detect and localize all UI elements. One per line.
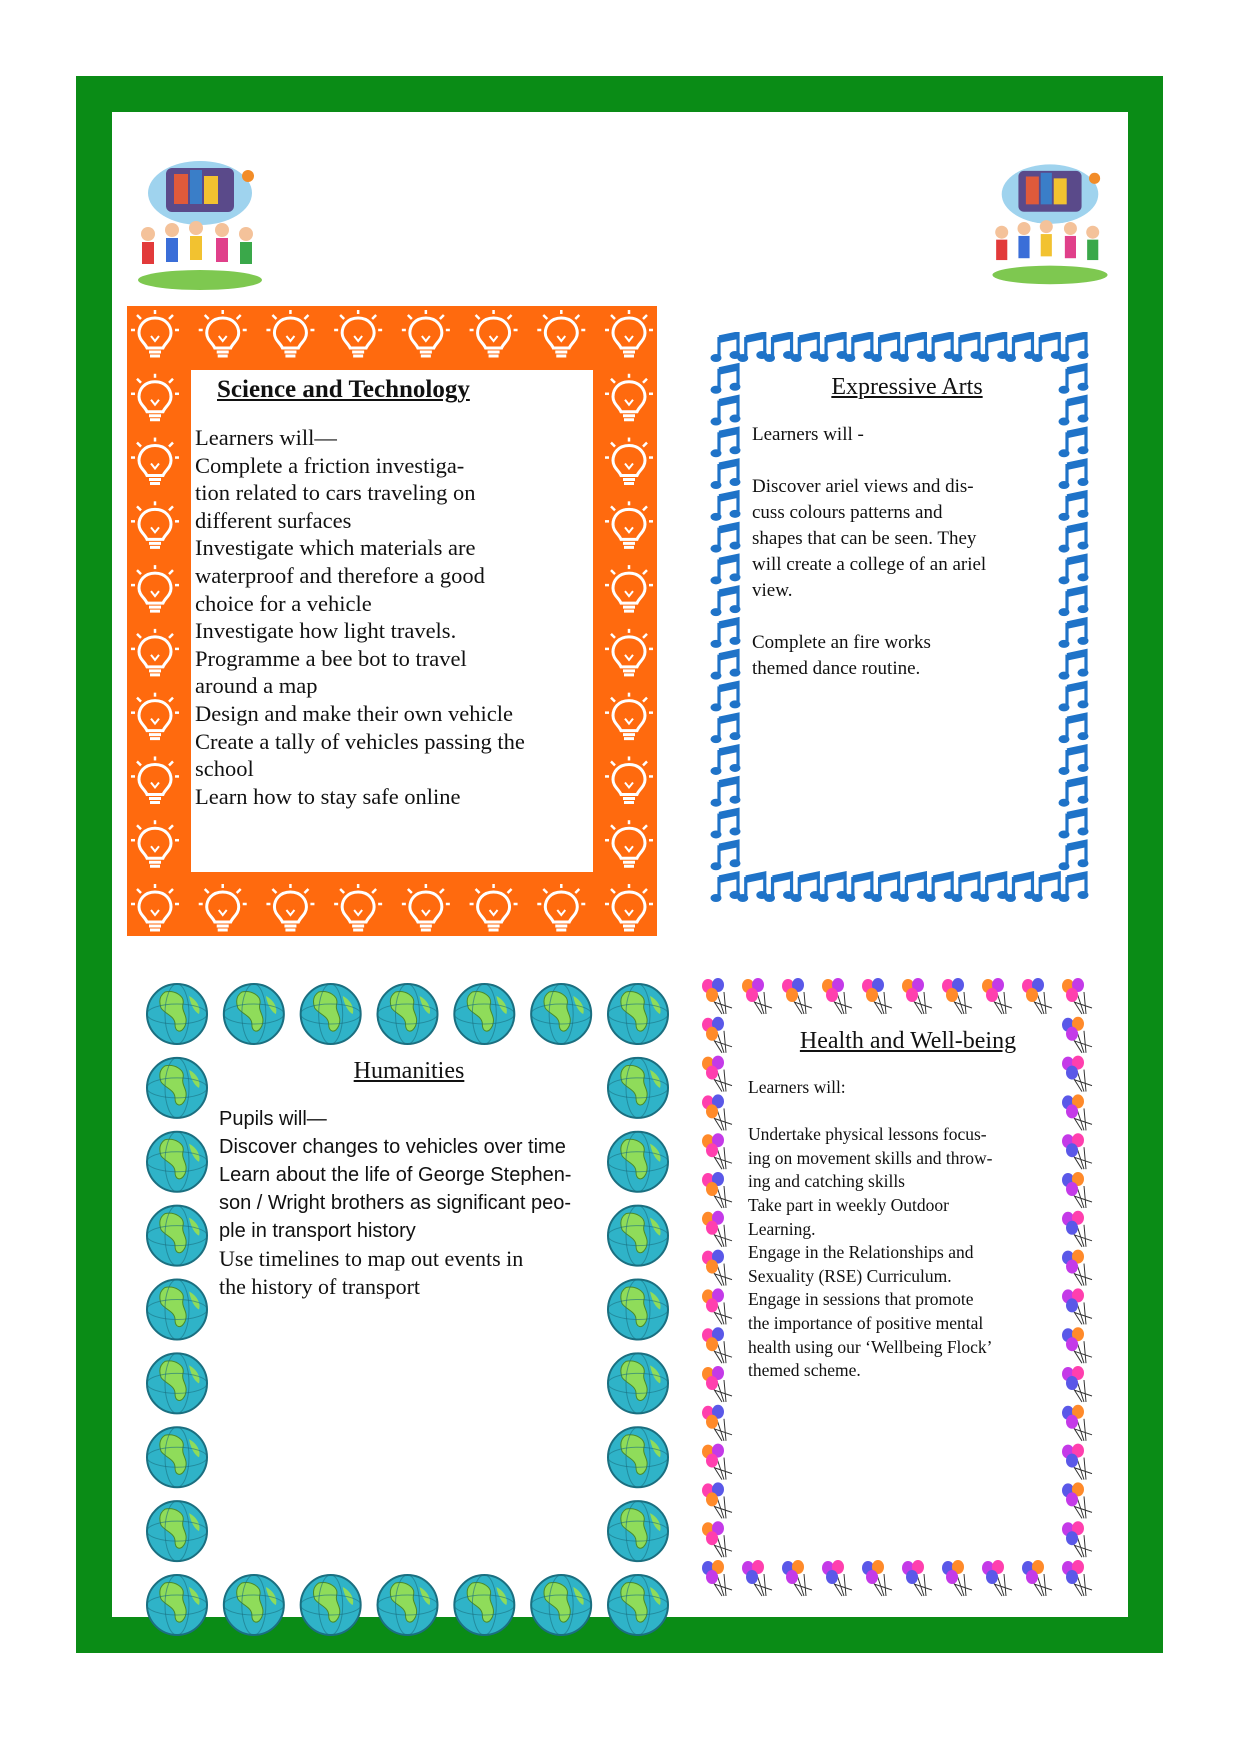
balloons-icon xyxy=(702,1327,732,1363)
science.lines-line: Learners will— xyxy=(195,425,337,450)
health.lines-line: health using our ‘Wellbeing Flock’ xyxy=(748,1336,993,1357)
globe-icon xyxy=(608,1501,668,1561)
arts-paragraph-2 xyxy=(752,630,1062,682)
globe-icon xyxy=(147,1501,207,1561)
humanities.lines_sans-line: Learn about the life of George Stephen- xyxy=(219,1164,572,1186)
globe-icon xyxy=(454,984,514,1044)
globe-icon xyxy=(301,1575,361,1635)
humanities-title: Humanities xyxy=(353,1058,465,1084)
balloons-icon xyxy=(1062,978,1092,1014)
music-note-icon xyxy=(1059,809,1089,838)
humanities.lines_sans-line: Discover changes to vehicles over time xyxy=(219,1136,566,1158)
balloons-icon xyxy=(702,1017,732,1053)
health.lines-line: Sexuality (RSE) Curriculum. xyxy=(748,1265,952,1286)
globe-icon xyxy=(454,1575,514,1635)
humanities-text xyxy=(219,1105,599,1245)
music-note-icon xyxy=(791,333,821,362)
balloons-icon xyxy=(702,1482,732,1518)
globe-icon xyxy=(608,1058,668,1118)
music-note-icon xyxy=(1059,428,1089,457)
music-note-icon xyxy=(1059,619,1089,648)
science.lines-line: school xyxy=(195,756,254,782)
music-note-icon xyxy=(711,809,741,838)
globe-icon xyxy=(147,1132,207,1192)
science.lines-line: waterproof and therefore a good xyxy=(195,562,485,588)
science.lines-line: Investigate which materials are xyxy=(195,535,476,561)
music-note-icon xyxy=(711,492,741,521)
health-title: Health and Well-being xyxy=(799,1028,1017,1054)
humanities.lines_serif-line: the history of transport xyxy=(219,1274,421,1299)
balloons-icon xyxy=(702,978,732,1014)
science.lines-line: tion related to cars traveling on xyxy=(195,480,476,506)
music-note-icon xyxy=(898,333,928,362)
arts.para1-line: will create a college of an ariel xyxy=(752,554,987,575)
music-note-icon xyxy=(1059,651,1089,680)
humanities-text-2 xyxy=(219,1245,599,1301)
balloons-icon xyxy=(702,1133,732,1169)
balloons-icon xyxy=(742,1560,772,1596)
balloons-icon xyxy=(902,978,932,1014)
balloons-icon xyxy=(702,1094,732,1130)
music-note-icon xyxy=(764,873,794,902)
music-note-icon xyxy=(1059,397,1089,426)
music-note-icon xyxy=(871,333,901,362)
balloons-icon xyxy=(702,1366,732,1402)
health.lines-line: ing on movement skills and throw- xyxy=(748,1147,993,1168)
balloons-icon xyxy=(1062,1444,1092,1480)
health.lines-line: themed scheme. xyxy=(748,1360,861,1381)
music-note-icon xyxy=(1059,746,1089,775)
science-title: Science and Technology xyxy=(217,376,470,403)
music-note-icon xyxy=(711,555,741,584)
music-note-icon xyxy=(818,333,848,362)
music-note-icon xyxy=(844,873,874,902)
music-note-icon xyxy=(1059,365,1089,394)
music-note-icon xyxy=(711,873,741,902)
expressive-arts-panel xyxy=(710,332,1090,904)
music-note-icon xyxy=(871,873,901,902)
science-technology-panel xyxy=(127,306,657,936)
globe-icon xyxy=(224,1575,284,1635)
music-note-icon xyxy=(737,873,767,902)
arts.para2-line: Complete an fire works xyxy=(752,632,931,653)
arts-paragraph-1 xyxy=(752,474,1062,604)
globe-icon xyxy=(378,984,438,1044)
globe-icon xyxy=(301,984,361,1044)
science.lines-line: Complete a friction investiga- xyxy=(195,452,465,478)
balloons-icon xyxy=(822,1560,852,1596)
music-note-icon xyxy=(978,333,1008,362)
globe-icon xyxy=(531,984,591,1044)
science.lines-line: around a map xyxy=(195,673,318,699)
music-note-icon xyxy=(1059,333,1089,362)
music-note-icon xyxy=(844,333,874,362)
music-note-icon xyxy=(711,619,741,648)
health.lines-line: ing and catching skills xyxy=(748,1171,905,1192)
health.lines-line: Learning. xyxy=(748,1218,816,1239)
summer-school-logo-icon xyxy=(130,148,270,298)
globe-icon xyxy=(147,984,207,1044)
balloons-icon xyxy=(1022,1560,1052,1596)
health.lines-line: Undertake physical lessons focus- xyxy=(748,1124,987,1145)
health.lines-line: Engage in sessions that promote xyxy=(748,1289,974,1310)
globe-icon xyxy=(608,1206,668,1266)
music-note-icon xyxy=(951,873,981,902)
summer-school-logo-icon xyxy=(985,152,1115,292)
music-note-icon xyxy=(1059,492,1089,521)
music-note-icon xyxy=(1032,873,1062,902)
music-note-icon xyxy=(711,365,741,394)
balloons-icon xyxy=(1022,978,1052,1014)
globe-icon xyxy=(147,1280,207,1340)
balloons-icon xyxy=(702,1560,732,1596)
balloons-icon xyxy=(702,1405,732,1441)
science.lines-line: different surfaces xyxy=(195,507,352,533)
science-text xyxy=(195,424,595,810)
music-note-icon xyxy=(1005,333,1035,362)
arts-intro: Learners will - xyxy=(752,424,864,445)
balloons-icon xyxy=(702,1172,732,1208)
balloons-icon xyxy=(702,1444,732,1480)
music-note-icon xyxy=(1059,524,1089,553)
balloons-icon xyxy=(782,978,812,1014)
health-intro: Learners will: xyxy=(748,1076,846,1097)
globe-icon xyxy=(608,1427,668,1487)
music-note-icon xyxy=(1059,841,1089,870)
music-note-icon xyxy=(1059,460,1089,489)
health-wellbeing-panel xyxy=(700,978,1100,1600)
music-note-icon xyxy=(1032,333,1062,362)
arts.para1-line: shapes that can be seen. They xyxy=(752,528,977,549)
music-note-icon xyxy=(1059,714,1089,743)
music-note-icon xyxy=(711,841,741,870)
humanities-panel xyxy=(145,982,670,1637)
music-note-icon xyxy=(711,460,741,489)
music-note-icon xyxy=(818,873,848,902)
music-note-icon xyxy=(1059,587,1089,616)
music-note-icon xyxy=(925,333,955,362)
arts.para1-line: Discover ariel views and dis- xyxy=(752,476,974,497)
globe-icon xyxy=(531,1575,591,1635)
music-note-icon xyxy=(898,873,928,902)
balloons-icon xyxy=(822,978,852,1014)
humanities.lines_serif-line: Use timelines to map out events in xyxy=(219,1246,524,1271)
balloons-icon xyxy=(1062,1405,1092,1441)
music-note-icon xyxy=(711,587,741,616)
music-note-icon xyxy=(1059,873,1089,902)
balloons-icon xyxy=(942,978,972,1014)
balloons-icon xyxy=(862,978,892,1014)
music-note-icon xyxy=(737,333,767,362)
globe-icon xyxy=(147,1206,207,1266)
arts.para1-line: view. xyxy=(752,580,793,601)
music-note-icon xyxy=(711,682,741,711)
music-note-icon xyxy=(951,333,981,362)
balloons-icon xyxy=(1062,1482,1092,1518)
health.lines-line: Engage in the Relationships and xyxy=(748,1242,974,1263)
health.lines-line: the importance of positive mental xyxy=(748,1312,984,1333)
music-note-icon xyxy=(711,428,741,457)
balloons-icon xyxy=(702,1521,732,1557)
balloons-icon xyxy=(702,1056,732,1092)
balloons-icon xyxy=(982,978,1012,1014)
balloons-icon xyxy=(782,1560,812,1596)
globe-icon xyxy=(147,1058,207,1118)
music-note-icon xyxy=(711,333,741,362)
humanities.lines_sans-line: ple in transport history xyxy=(219,1220,416,1242)
science.lines-line: Programme a bee bot to travel xyxy=(195,645,467,671)
balloons-icon xyxy=(702,1211,732,1247)
music-note-icon xyxy=(791,873,821,902)
balloons-icon xyxy=(982,1560,1012,1596)
health-text xyxy=(748,1123,1068,1383)
balloons-icon xyxy=(1062,1521,1092,1557)
balloons-icon xyxy=(942,1560,972,1596)
science.lines-line: Create a tally of vehicles passing the xyxy=(195,728,525,754)
balloons-icon xyxy=(742,978,772,1014)
arts.para1-line: cuss colours patterns and xyxy=(752,502,943,523)
balloons-icon xyxy=(1062,1560,1092,1596)
music-note-icon xyxy=(1005,873,1035,902)
humanities.lines_sans-line: son / Wright brothers as significant peo- xyxy=(219,1192,572,1214)
music-note-icon xyxy=(711,746,741,775)
globe-icon xyxy=(608,984,668,1044)
music-note-icon xyxy=(711,714,741,743)
music-note-icon xyxy=(925,873,955,902)
globe-icon xyxy=(147,1353,207,1413)
music-note-icon xyxy=(978,873,1008,902)
music-note-icon xyxy=(1059,682,1089,711)
music-note-icon xyxy=(1059,555,1089,584)
balloons-icon xyxy=(902,1560,932,1596)
arts.para2-line: themed dance routine. xyxy=(752,658,921,679)
globe-icon xyxy=(147,1427,207,1487)
music-note-icon xyxy=(711,524,741,553)
globe-icon xyxy=(608,1353,668,1413)
science.lines-line: choice for a vehicle xyxy=(195,590,372,616)
globe-icon xyxy=(224,984,284,1044)
music-note-icon xyxy=(711,778,741,807)
music-note-icon xyxy=(1059,778,1089,807)
science.lines-line: Investigate how light travels. xyxy=(195,618,457,644)
globe-icon xyxy=(608,1575,668,1635)
globe-icon xyxy=(147,1575,207,1635)
science.lines-line: Learn how to stay safe online xyxy=(195,783,461,809)
humanities.lines_sans-line: Pupils will— xyxy=(219,1108,327,1130)
globe-icon xyxy=(608,1280,668,1340)
globe-icon xyxy=(608,1132,668,1192)
science.lines-line: Design and make their own vehicle xyxy=(195,700,514,726)
arts-title: Expressive Arts xyxy=(831,374,983,400)
balloons-icon xyxy=(862,1560,892,1596)
music-note-icon xyxy=(711,397,741,426)
music-note-icon xyxy=(764,333,794,362)
health.lines-line: Take part in weekly Outdoor xyxy=(748,1194,949,1215)
balloons-icon xyxy=(702,1250,732,1286)
balloons-icon xyxy=(702,1288,732,1324)
globe-icon xyxy=(378,1575,438,1635)
music-note-icon xyxy=(711,651,741,680)
